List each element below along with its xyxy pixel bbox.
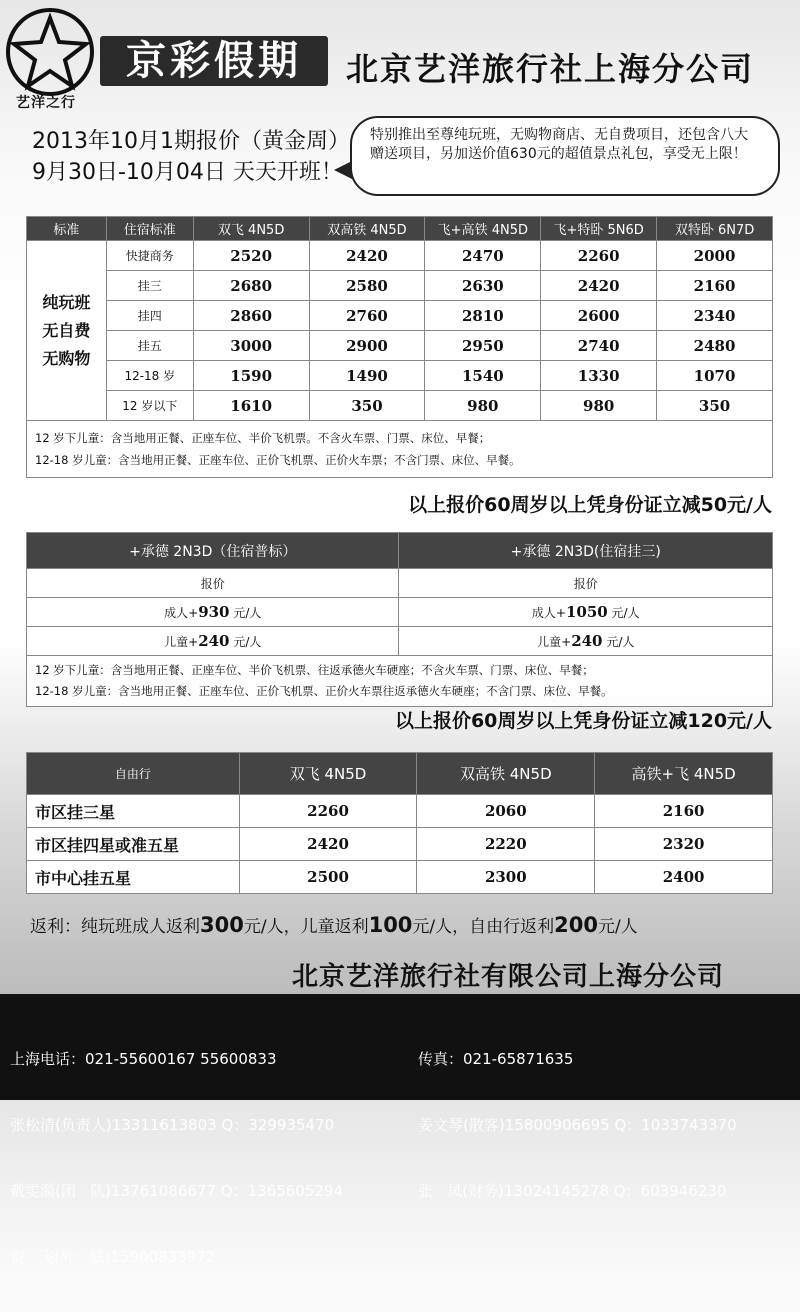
column-header: 自由行 [27, 753, 240, 795]
price-cell: 2810 [425, 301, 541, 331]
contact-line: 戴雯漪(团 队)13761086677 Q：1365605294 [10, 1182, 343, 1200]
price-cell: 2740 [541, 331, 657, 361]
price-cell: 2300 [417, 861, 595, 894]
price-cell: 2470 [425, 241, 541, 271]
price-cell: 2580 [309, 271, 425, 301]
column-header: 高铁+飞 4N5D [595, 753, 773, 795]
table-row [27, 598, 773, 627]
table-row [27, 391, 773, 421]
price-cell: 1540 [425, 361, 541, 391]
hotel-label: 市区挂四星或准五星 [27, 828, 240, 861]
note-line: 12-18 岁儿童：含当地用正餐、正座车位、正价飞机票、正价火车票；不含门票、床位、早餐。 [35, 453, 521, 467]
table-row [27, 301, 773, 331]
free-travel-table [26, 752, 773, 894]
contact-line: 传真：021-65871635 [418, 1050, 574, 1068]
table-row [27, 795, 773, 828]
adult-price-cell: 成人+930 元/人 [27, 598, 399, 627]
contact-panel [0, 994, 800, 1266]
category-cell [27, 241, 107, 421]
price-cell: 350 [309, 391, 425, 421]
price-cell: 980 [425, 391, 541, 421]
adult-price-value: 1050 [565, 603, 608, 621]
price-cell: 2060 [417, 795, 595, 828]
table-row [27, 361, 773, 391]
price-cell: 1610 [193, 391, 309, 421]
lodging-level: 快捷商务 [106, 241, 193, 271]
star-logo-icon [4, 6, 96, 98]
column-header: 双飞 4N5D [193, 217, 309, 241]
price-cell: 980 [541, 391, 657, 421]
contact-line: 贺 飞(外 联)15900833972 [10, 1248, 216, 1266]
price-cell: 2900 [309, 331, 425, 361]
price-cell: 2630 [425, 271, 541, 301]
contact-line: 张 凤(财务)13024145278 Q：603946230 [418, 1182, 727, 1200]
senior-discount-1: 以上报价60周岁以上凭身份证立减50元/人 [408, 494, 772, 516]
notes-row [27, 656, 773, 707]
column-header: 飞+特卧 5N6D [541, 217, 657, 241]
lodging-level: 挂三 [106, 271, 193, 301]
table-header-row [27, 753, 773, 795]
adult-price-cell: 成人+1050 元/人 [399, 598, 773, 627]
child-notes [27, 656, 773, 707]
adult-price-value: 930 [198, 603, 230, 621]
rebate-line: 返利：纯玩班成人返利300元/人，儿童返利100元/人，自由行返利200元/人 [30, 913, 638, 937]
price-cell: 2500 [239, 861, 417, 894]
column-header: 双特卧 6N7D [657, 217, 773, 241]
logo-text: 艺洋之行 [16, 95, 76, 111]
price-cell: 1330 [541, 361, 657, 391]
price-cell: 2680 [193, 271, 309, 301]
lodging-level: 12-18 岁 [106, 361, 193, 391]
table-row [27, 569, 773, 598]
child-price-cell: 儿童+240 元/人 [399, 627, 773, 656]
column-header: 双高铁 4N5D [309, 217, 425, 241]
child-price-value: 240 [571, 632, 603, 650]
price-cell: 2420 [541, 271, 657, 301]
price-cell: 2760 [309, 301, 425, 331]
price-cell: 2260 [541, 241, 657, 271]
hotel-label: 市中心挂五星 [27, 861, 240, 894]
table-row [27, 271, 773, 301]
child-notes [27, 421, 773, 478]
table-row [27, 861, 773, 894]
note-line: 12 岁下儿童：含当地用正餐、正座车位、半价飞机票、往返承德火车硬座；不含火车票、门票、床位、早餐； [35, 663, 594, 677]
contact-line: 张松清(负责人)13311613803 Q：329935470 [10, 1116, 335, 1134]
rebate-free-amount: 200 [554, 913, 598, 937]
price-cell: 2160 [657, 271, 773, 301]
sub-label: 报价 [399, 569, 773, 598]
price-cell: 2420 [309, 241, 425, 271]
column-header: +承德 2N3D（住宿普标） [27, 533, 399, 569]
price-cell: 2340 [657, 301, 773, 331]
price-cell: 2400 [595, 861, 773, 894]
price-cell: 2420 [239, 828, 417, 861]
category-line: 无自费 [42, 320, 91, 340]
column-header: 双飞 4N5D [239, 753, 417, 795]
price-cell: 3000 [193, 331, 309, 361]
child-price-cell: 儿童+240 元/人 [27, 627, 399, 656]
table-row [27, 627, 773, 656]
table-row [27, 241, 773, 271]
lodging-level: 12 岁以下 [106, 391, 193, 421]
company-footer: 北京艺洋旅行社有限公司上海分公司 [292, 962, 725, 992]
column-header: +承德 2N3D(住宿挂三) [399, 533, 773, 569]
lodging-level: 挂五 [106, 331, 193, 361]
offer-title: 2013年10月1期报价（黄金周） [32, 129, 350, 154]
note-line: 12 岁下儿童：含当地用正餐、正座车位、半价飞机票。不含火车票、门票、床位、早餐； [35, 431, 491, 445]
price-cell: 2000 [657, 241, 773, 271]
column-header: 飞+高铁 4N5D [425, 217, 541, 241]
contact-column-left [10, 1004, 343, 1312]
chengde-addon-table [26, 532, 773, 707]
contact-line: 上海电话：021-55600167 55600833 [10, 1050, 277, 1068]
price-cell: 1590 [193, 361, 309, 391]
brand-title: 京彩假期 [100, 36, 328, 86]
category-line: 纯玩班 [42, 292, 91, 312]
rebate-child-amount: 100 [368, 913, 413, 937]
child-price-value: 240 [198, 632, 230, 650]
offer-dates: 9月30日-10月04日 天天开班！ [32, 160, 343, 185]
company-header: 北京艺洋旅行社上海分公司 [346, 50, 755, 88]
price-cell: 2220 [417, 828, 595, 861]
senior-discount-2: 以上报价60周岁以上凭身份证立减120元/人 [394, 710, 772, 732]
sub-label: 报价 [27, 569, 399, 598]
column-header: 标准 [27, 217, 107, 241]
package-price-table [26, 216, 773, 478]
promo-speech-bubble: 特别推出至尊纯玩班，无购物商店、无自费项目，还包含八大赠送项目，另加送价值630元的超值景点礼包，享受无上限！ [350, 116, 780, 196]
price-cell: 2480 [657, 331, 773, 361]
contact-column-right [418, 1004, 737, 1246]
table-header-row [27, 217, 773, 241]
price-cell: 2160 [595, 795, 773, 828]
table-header-row [27, 533, 773, 569]
column-header: 住宿标准 [106, 217, 193, 241]
price-cell: 2260 [239, 795, 417, 828]
price-cell: 2600 [541, 301, 657, 331]
rebate-adult-amount: 300 [200, 913, 244, 937]
price-cell: 1070 [657, 361, 773, 391]
price-cell: 2320 [595, 828, 773, 861]
price-cell: 2520 [193, 241, 309, 271]
price-cell: 350 [657, 391, 773, 421]
notes-row [27, 421, 773, 478]
table-row [27, 828, 773, 861]
price-cell: 1490 [309, 361, 425, 391]
table-row [27, 331, 773, 361]
note-line: 12-18 岁儿童：含当地用正餐、正座车位、正价飞机票、正价火车票往返承德火车硬座；不含门票、床位、早餐。 [35, 684, 613, 698]
price-cell: 2860 [193, 301, 309, 331]
lodging-level: 挂四 [106, 301, 193, 331]
price-cell: 2950 [425, 331, 541, 361]
hotel-label: 市区挂三星 [27, 795, 240, 828]
company-logo [4, 6, 96, 110]
category-line: 无购物 [42, 348, 91, 368]
column-header: 双高铁 4N5D [417, 753, 595, 795]
contact-line: 姜文琴(散客)15800906695 Q：1033743370 [418, 1116, 737, 1134]
